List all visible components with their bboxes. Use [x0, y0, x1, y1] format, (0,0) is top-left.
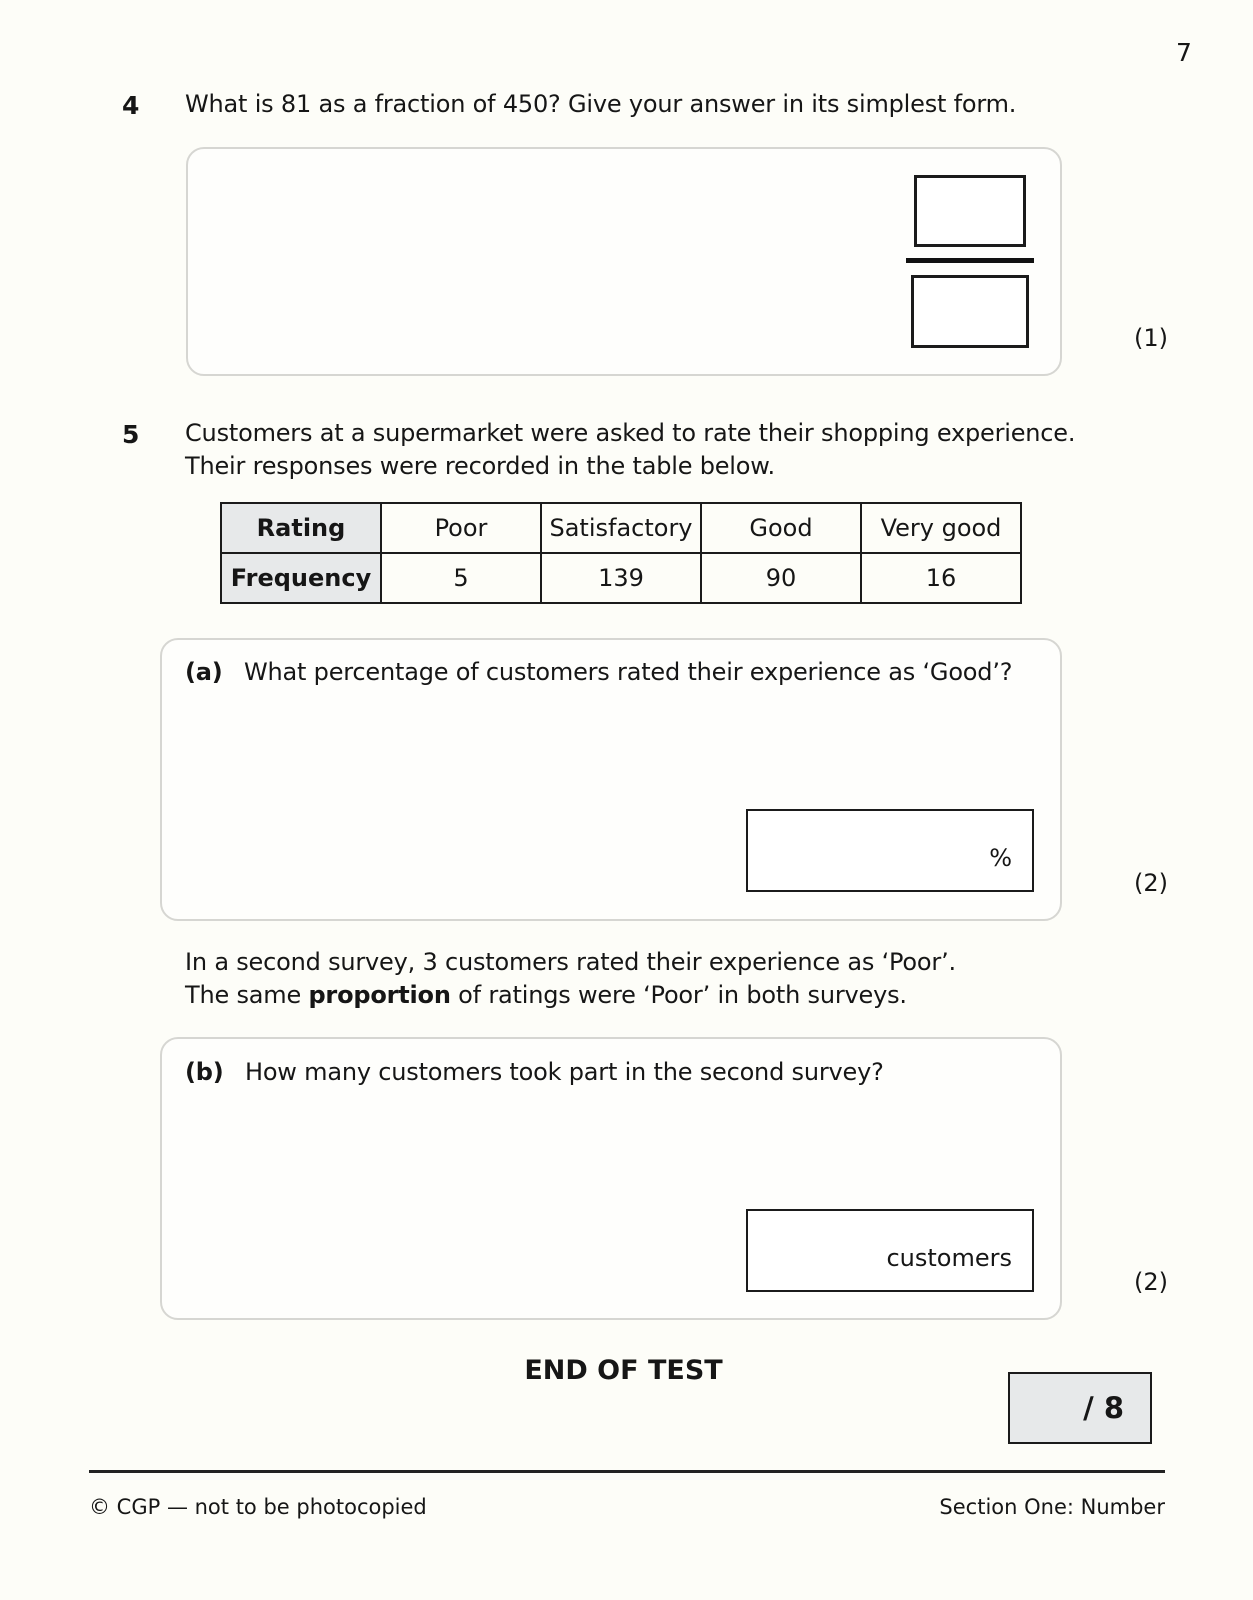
- table-cell: Poor: [381, 503, 541, 553]
- footer-section-title: Section One: Number: [939, 1495, 1165, 1519]
- part-b-question: [185, 1056, 884, 1089]
- second-survey-line-2: [185, 979, 907, 1012]
- second-survey-text-end: of ratings were ‘Poor’ in both surveys.: [450, 981, 907, 1009]
- question-4-marks: (1): [1134, 324, 1168, 352]
- part-b-text: How many customers took part in the second survey?: [244, 1058, 884, 1086]
- proportion-emphasis: proportion: [308, 981, 451, 1009]
- question-5-intro-line-2: Their responses were recorded in the table below.: [185, 452, 775, 480]
- table-cell: 90: [701, 553, 861, 603]
- footer-divider: [89, 1470, 1165, 1473]
- fraction-bar: [906, 258, 1034, 263]
- table-cell: 5: [381, 553, 541, 603]
- frequency-table: [220, 502, 1022, 604]
- table-row-frequency: [221, 553, 1021, 603]
- table-cell: Good: [701, 503, 861, 553]
- table-cell: 139: [541, 553, 701, 603]
- question-4-text: What is 81 as a fraction of 450? Give your answer in its simplest form.: [185, 90, 1017, 118]
- part-a-marks: (2): [1134, 869, 1168, 897]
- question-5-number: 5: [122, 420, 140, 449]
- footer-copyright: © CGP — not to be photocopied: [89, 1495, 427, 1519]
- score-total: / 8: [1083, 1391, 1124, 1425]
- score-box: [1008, 1372, 1152, 1444]
- part-b-answer-field[interactable]: [746, 1209, 1034, 1292]
- part-b-label: (b): [185, 1058, 224, 1086]
- part-a-question: [185, 656, 1012, 689]
- denominator-input-box[interactable]: [911, 275, 1029, 348]
- percent-unit: %: [989, 844, 1012, 872]
- part-a-answer-field[interactable]: [746, 809, 1034, 892]
- table-cell: Satisfactory: [541, 503, 701, 553]
- page-number: 7: [1176, 38, 1192, 67]
- question-5-intro-line-1: Customers at a supermarket were asked to rate their shopping experience.: [185, 419, 1076, 447]
- second-survey-line-1: In a second survey, 3 customers rated their experience as ‘Poor’.: [185, 948, 956, 976]
- numerator-input-box[interactable]: [914, 175, 1026, 247]
- table-cell: 16: [861, 553, 1021, 603]
- end-of-test-heading: END OF TEST: [524, 1355, 723, 1386]
- question-4-number: 4: [122, 91, 140, 120]
- table-cell: Rating: [221, 503, 381, 553]
- table-cell: Frequency: [221, 553, 381, 603]
- part-a-text: What percentage of customers rated their experience as ‘Good’?: [243, 658, 1013, 686]
- part-a-label: (a): [185, 658, 223, 686]
- table-cell: Very good: [861, 503, 1021, 553]
- table-row-rating: [221, 503, 1021, 553]
- second-survey-text-start: The same: [185, 981, 309, 1009]
- part-b-marks: (2): [1134, 1268, 1168, 1296]
- customers-unit: customers: [886, 1244, 1012, 1272]
